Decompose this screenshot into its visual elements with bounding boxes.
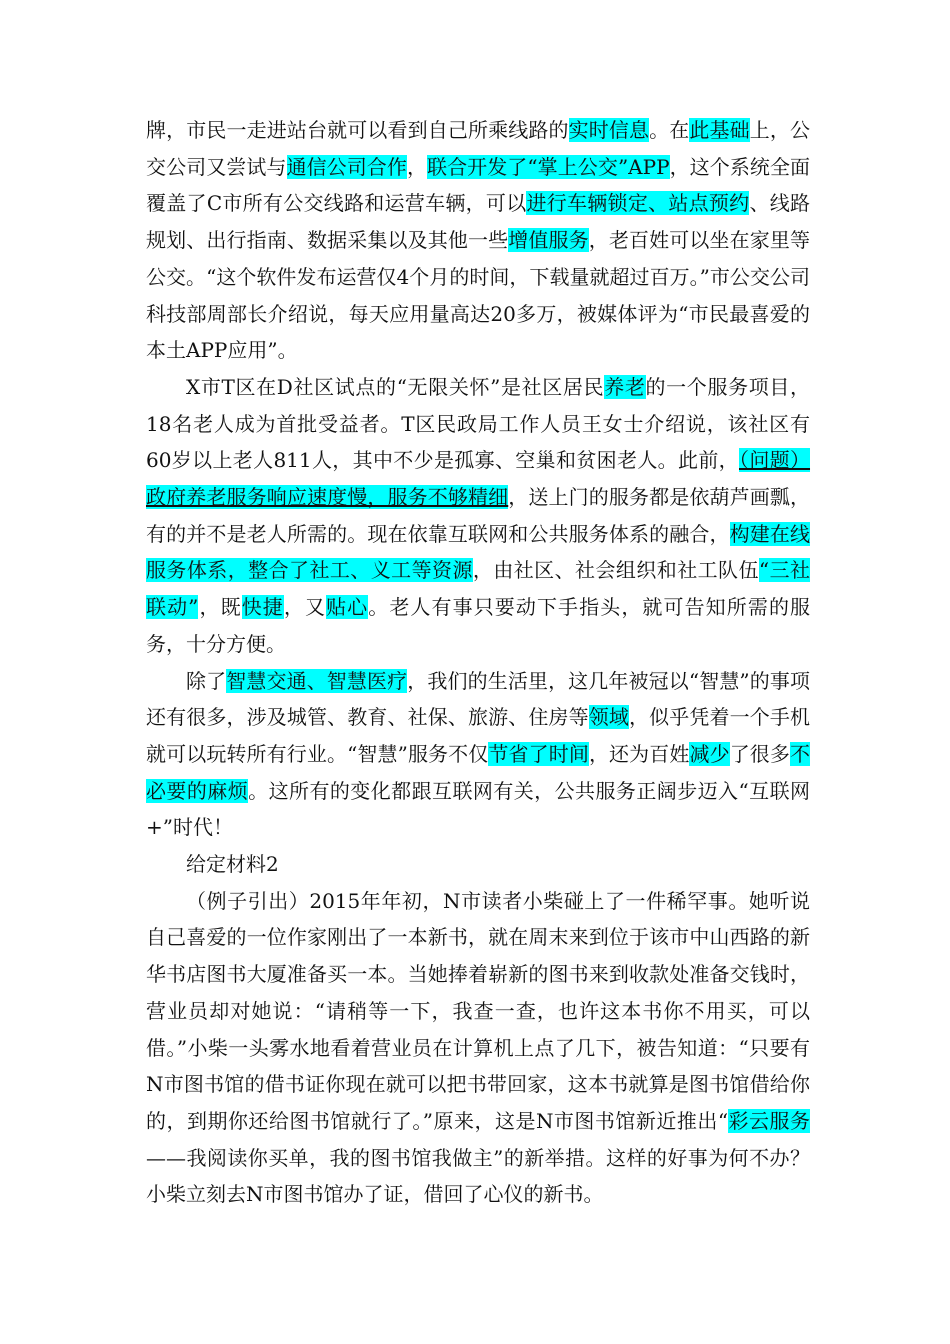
text-run: ，老百姓可以坐在家里等公交。“这个软件发布运营仅4个月的时间，下载量就超过百万。”市公交公司科技部周部长介绍说，每天应用量高达20多万，被媒体评为“市民最喜爱的本土APP应用”。 xyxy=(146,228,810,363)
highlighted-text: 不必要的麻烦 xyxy=(146,741,811,803)
text-run: X市T区在D社区试点的“无限关怀”是社区居民 xyxy=(186,374,605,399)
paragraph-library-service xyxy=(146,883,810,1213)
section-title: 给定材料2 xyxy=(186,852,279,877)
highlighted-text: 彩云服务 xyxy=(728,1108,811,1133)
paragraph-bus-app xyxy=(146,112,810,369)
highlighted-text: “三社联动” xyxy=(146,558,811,620)
highlighted-text: （问题）政府养老服务响应速度慢，服务不够精细 xyxy=(146,448,811,510)
text-run: ， xyxy=(406,154,428,179)
highlighted-text: 联合开发了“掌上公交”APP xyxy=(427,154,670,179)
text-run: 上，公交公司又尝试与 xyxy=(146,118,810,179)
text-run: （例子引出）2015年年初，N市读者小柴碰上了一件稀罕事。她听说自己喜爱的一位作家刚出了一本新书，就在周末来到位于该市中山西路的新华书店图书大厦准备买一本。当她捧着崭新的图书来到收款处准备交钱时，营业员却对她说：“请稍等一下，我查一查，也许这本书你不用买，可以借。”小柴一头雾水地看着营业员在计算机上点了几下，被告知道：“只要有N市图书馆的借书证你现在就可以把书带回家，这本书就算是图书馆借给你的，到期你还给图书馆就行了。”原来，这是N市图书馆新近推出“ xyxy=(146,888,810,1133)
highlighted-text: 实时信息 xyxy=(568,118,650,142)
text-run: ，送上门的服务都是依葫芦画瓢，有的并不是老人所需的。现在依靠互联网和公共服务体系的融合， xyxy=(146,485,810,546)
highlighted-text: 贴心 xyxy=(326,595,369,620)
highlighted-text: 节省了时间 xyxy=(488,741,589,766)
text-run: 。在 xyxy=(649,118,690,142)
document-page xyxy=(146,112,810,1213)
text-run: 了很多 xyxy=(729,741,791,766)
highlighted-text: 智慧交通、智慧医疗 xyxy=(226,668,408,693)
highlighted-text: 构建在线服务体系，整合了社工、义工等资源 xyxy=(146,521,810,583)
highlighted-text: 增值服务 xyxy=(508,228,589,253)
text-run: ，又 xyxy=(283,595,327,620)
text-run: 除了 xyxy=(186,668,227,693)
text-run: 。这所有的变化都跟互联网有关，公共服务正阔步迈入“互联网+”时代！ xyxy=(146,778,810,840)
paragraph-elderly-care xyxy=(146,369,810,663)
text-run: ，我们的生活里，这几年被冠以“智慧”的事项还有很多，涉及城管、教育、社保、旅游、住房等 xyxy=(146,668,811,730)
highlighted-text: 领域 xyxy=(588,705,629,730)
paragraph-smart-services xyxy=(146,663,810,847)
text-run: ，似乎凭着一个手机就可以玩转所有行业。“智慧”服务不仅 xyxy=(146,705,810,766)
highlighted-text: 进行车辆锁定、站点预约 xyxy=(526,191,750,216)
text-run: ，由社区、社会组织和社工队伍 xyxy=(472,558,759,583)
text-run: ——我阅读你买单，我的图书馆我做主”的新举措。这样的好事为何不办？小柴立刻去N市图书馆办了证，借回了心仪的新书。 xyxy=(146,1145,810,1207)
text-run: ，还为百姓 xyxy=(588,741,690,766)
text-run: ，这个系统全面覆盖了C市所有公交线路和运营车辆，可以 xyxy=(146,154,811,216)
text-run: ，既 xyxy=(198,595,242,620)
highlighted-text: 快捷 xyxy=(241,595,284,620)
text-run: 牌，市民一走进站台就可以看到自己所乘线路的 xyxy=(146,118,569,142)
highlighted-text: 此基础 xyxy=(689,118,750,142)
highlighted-text: 养老 xyxy=(604,374,646,399)
highlighted-text: 减少 xyxy=(689,741,730,766)
text-run: 的一个服务项目，18名老人成为首批受益者。T区民政局工作人员王女士介绍说，该社区有60岁以上老人811人，其中不少是孤寡、空巢和贫困老人。此前， xyxy=(146,374,811,473)
highlighted-text: 通信公司合作 xyxy=(286,154,407,179)
text-run: 、线路规划、出行指南、数据采集以及其他一些 xyxy=(146,191,811,253)
text-run: 。老人有事只要动下手指头，就可告知所需的服务，十分方便。 xyxy=(146,595,811,656)
